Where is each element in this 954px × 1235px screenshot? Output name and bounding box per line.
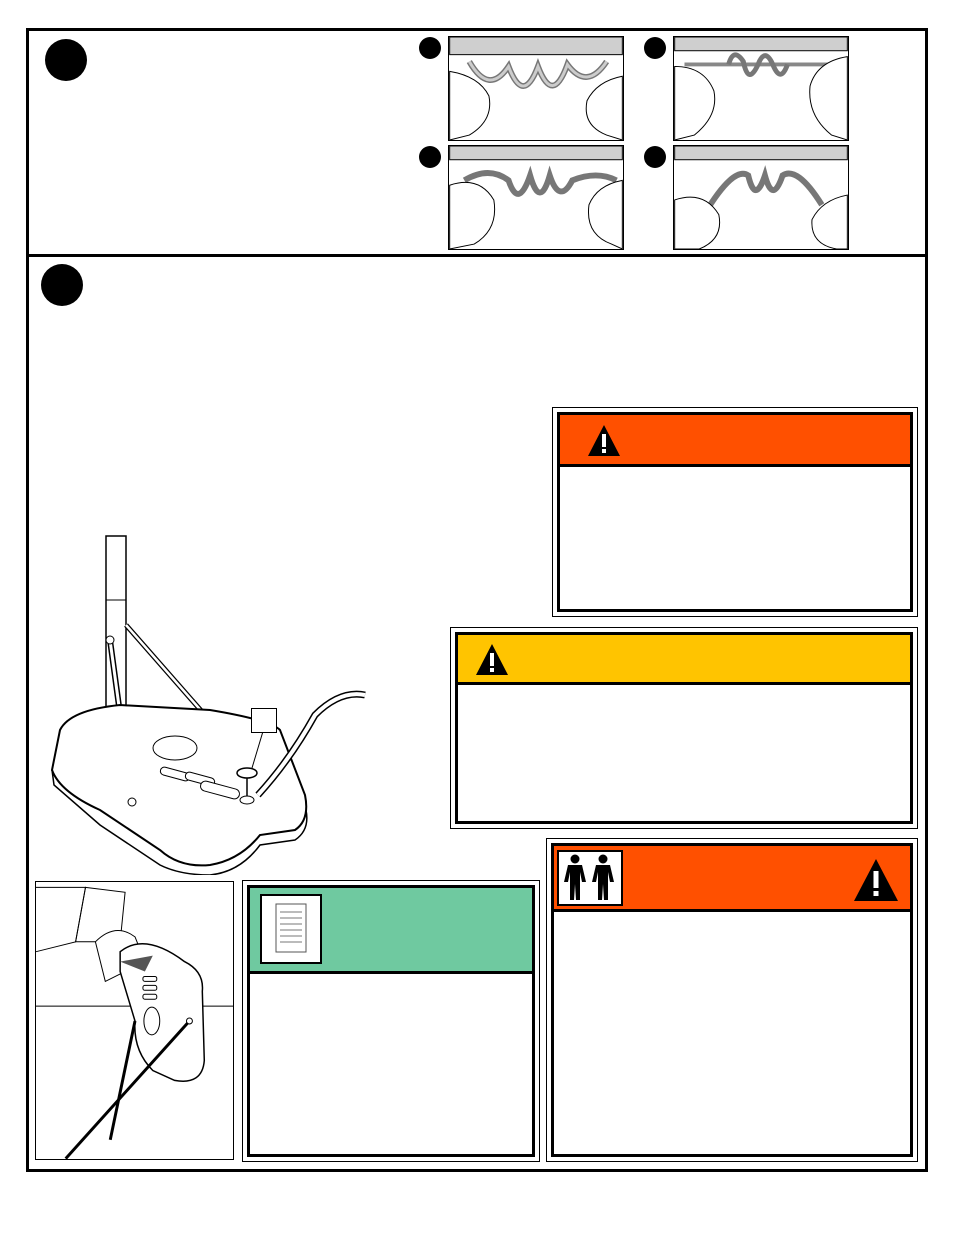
photo-bullet-4 <box>644 146 666 168</box>
danger-panel-bottom <box>546 838 918 1162</box>
two-person-icon <box>557 850 623 906</box>
caution-panel-inner <box>455 632 913 824</box>
warning-triangle-icon <box>474 642 510 678</box>
caution-panel-header <box>458 635 910 685</box>
note-panel-inner <box>247 885 535 1157</box>
step-photo-2 <box>673 36 849 141</box>
warning-triangle-icon <box>852 857 900 903</box>
note-panel-header <box>250 888 532 974</box>
photo-bullet-2 <box>644 37 666 59</box>
danger-panel-top <box>552 407 918 617</box>
base-illustration <box>40 530 440 875</box>
danger-panel-top-inner <box>557 412 913 612</box>
step-photo-1 <box>448 36 624 141</box>
step-bullet-top <box>45 39 87 81</box>
caution-panel <box>450 627 918 829</box>
photo-bullet-1 <box>419 37 441 59</box>
step-bullet-main <box>41 264 83 306</box>
note-panel <box>242 880 540 1162</box>
danger-panel-bottom-header <box>554 846 910 912</box>
warning-triangle-icon <box>586 423 622 459</box>
danger-panel-top-header <box>560 415 910 467</box>
danger-panel-bottom-inner <box>551 843 913 1157</box>
step-photo-3 <box>448 145 624 250</box>
document-icon <box>260 894 322 964</box>
tilt-base-illustration <box>35 881 234 1160</box>
step-photo-4 <box>673 145 849 250</box>
part-callout-box <box>251 708 277 733</box>
photo-bullet-3 <box>419 146 441 168</box>
